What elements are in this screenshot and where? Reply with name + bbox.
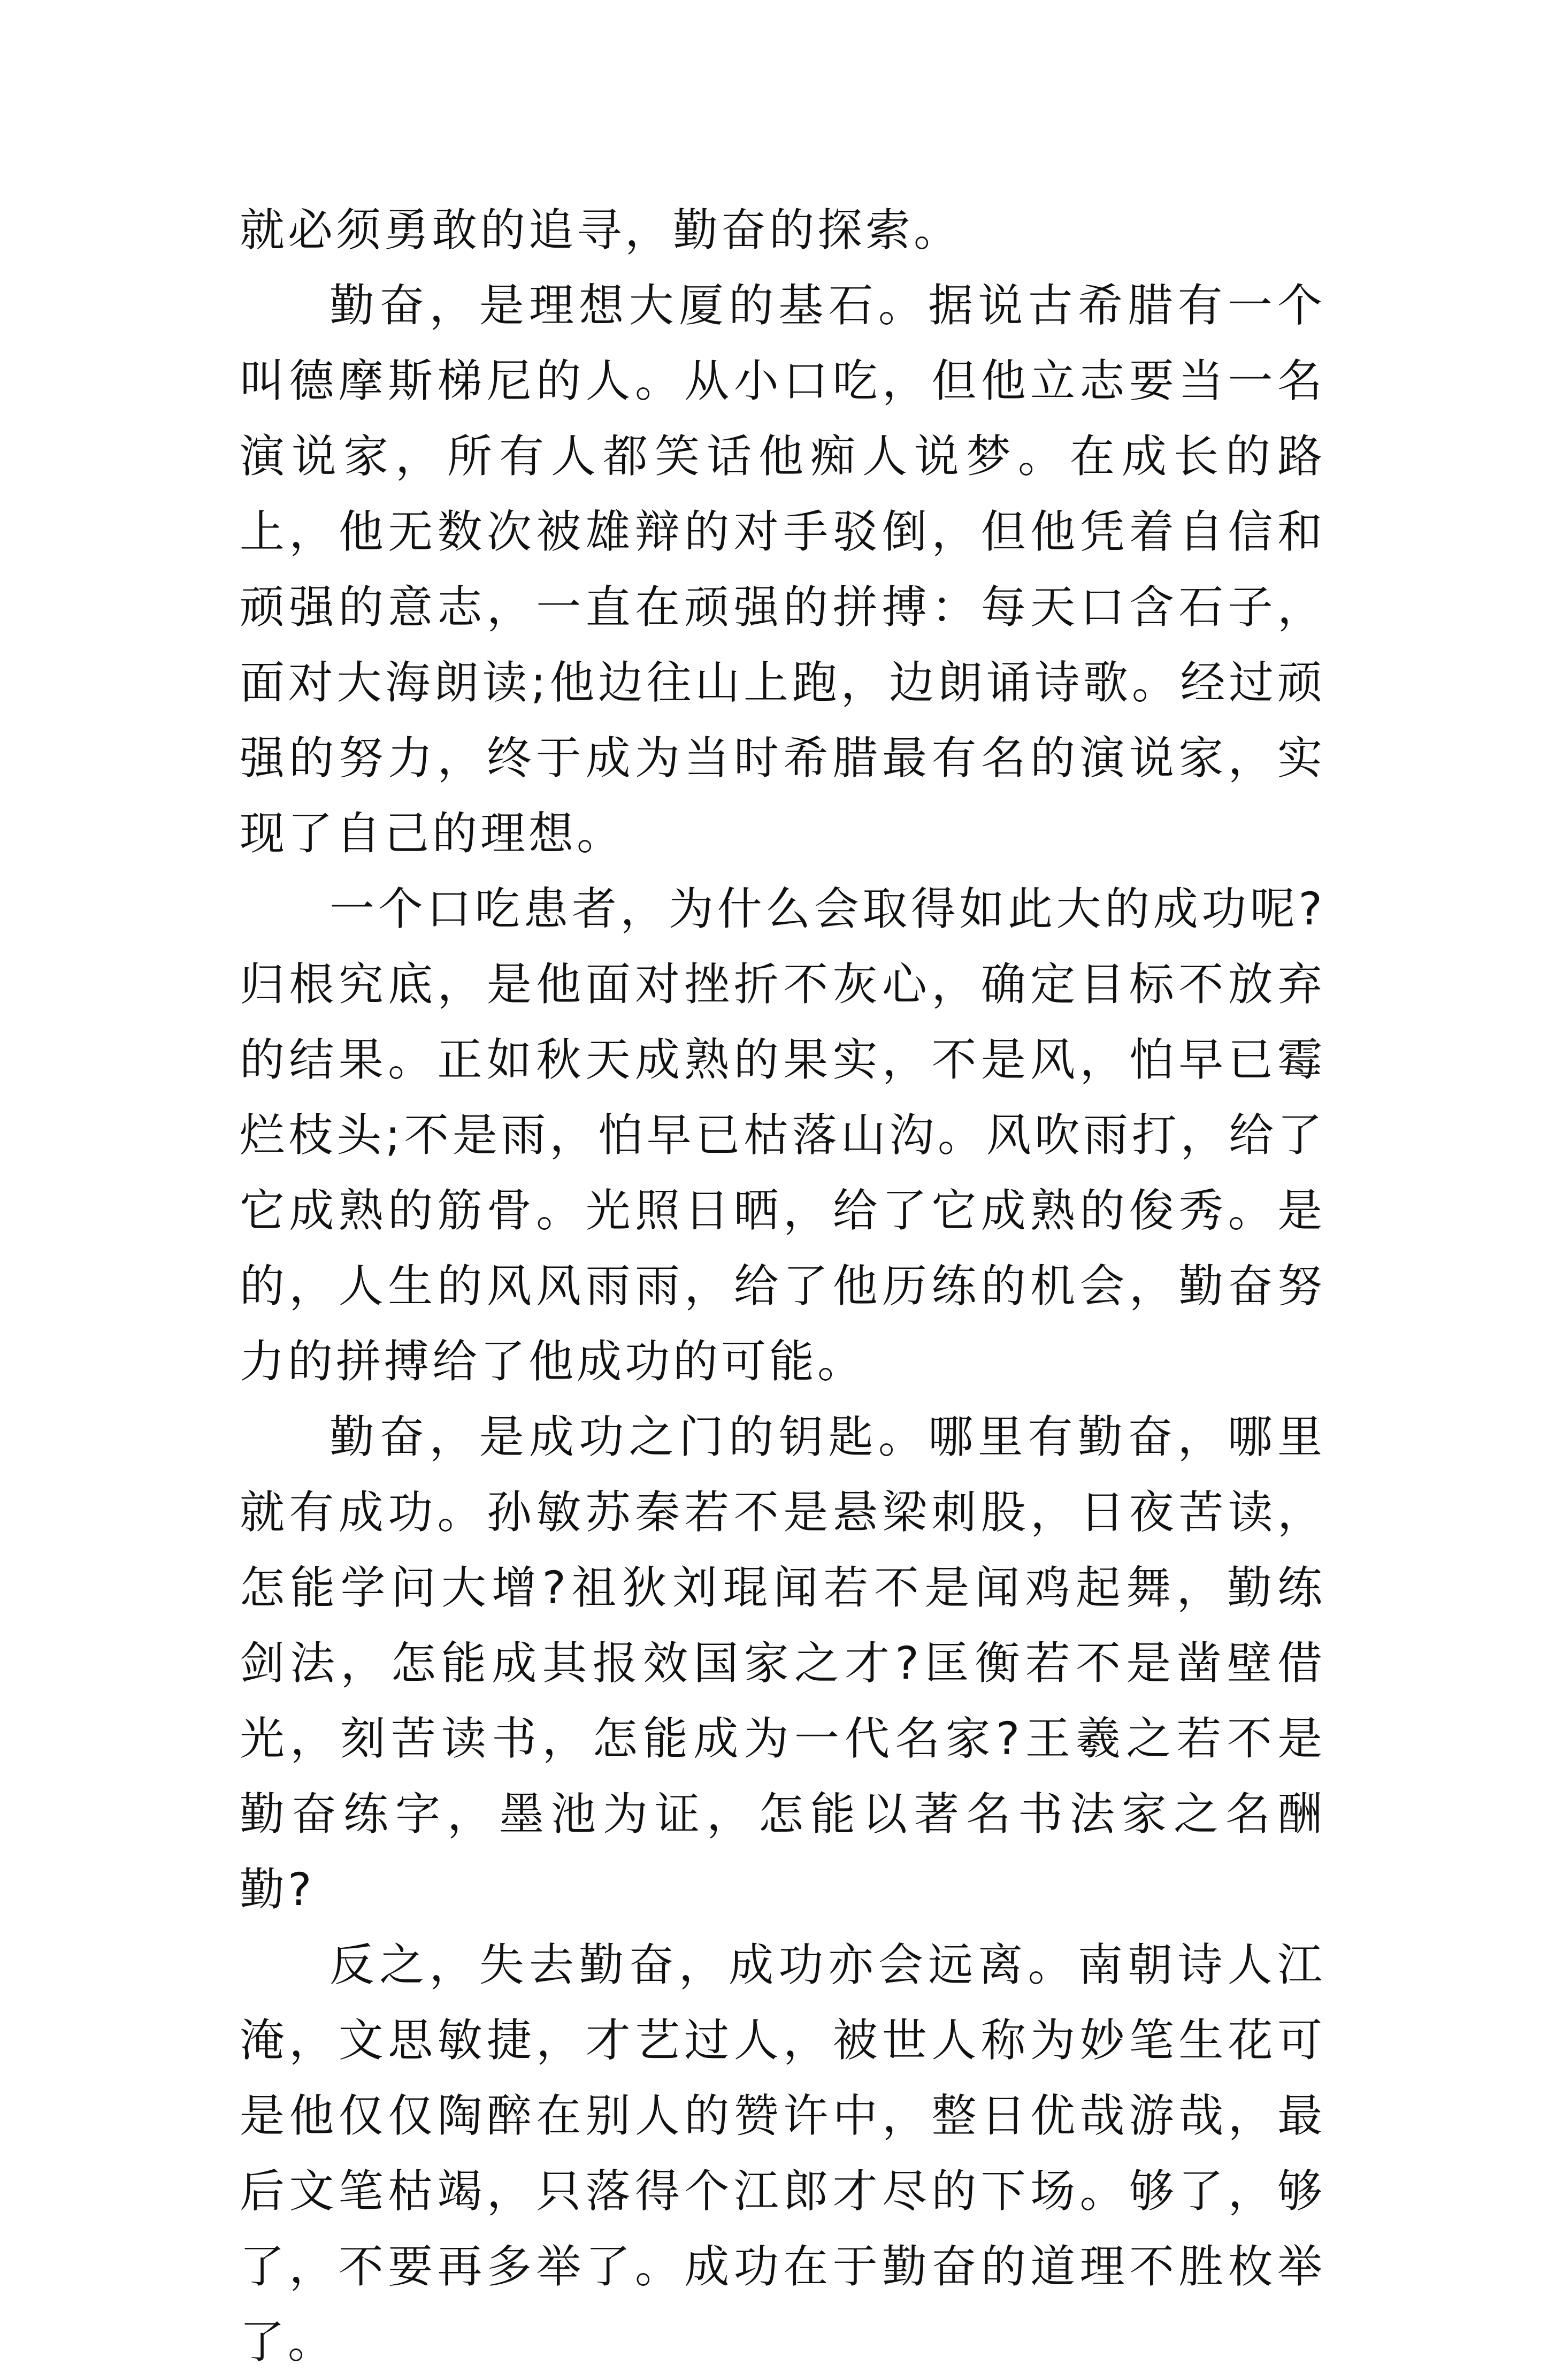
paragraph-2: 勤奋，是理想大厦的基石。据说古希腊有一个叫德摩斯梯尼的人。从小口吃，但他立志要当一名演说家，所有人都笑话他痴人说梦。在成长的路上，他无数次被雄辩的对手驳倒，但他凭着自信和顽强的意志，一直在顽强的拼搏：每天口含石子，面对大海朗读;他边往山上跑，边朗诵诗歌。经过顽强的努力，终于成为当时希腊最有名的演说家，实现了自己的理想。 <box>240 279 1325 860</box>
paragraph-4: 勤奋，是成功之门的钥匙。哪里有勤奋，哪里就有成功。孙敏苏秦若不是悬梁刺股，日夜苦读，怎能学问大增?祖狄刘琨闻若不是闻鸡起舞，勤练剑法，怎能成其报效国家之才?匡衡若不是凿壁借光，刻苦读书，怎能成为一代名家?王羲之若不是勤奋练字，墨池为证，怎能以著名书法家之名酬勤? <box>240 1411 1325 1916</box>
paragraph-1: 就必须勇敢的追寻，勤奋的探索。 <box>240 204 962 256</box>
document-body <box>240 193 1325 2380</box>
paragraph-5: 反之，失去勤奋，成功亦会远离。南朝诗人江淹，文思敏捷，才艺过人，被世人称为妙笔生花可是他仅仅陶醉在别人的赞许中，整日优哉游哉，最后文笔枯竭，只落得个江郎才尽的下场。够了，够了，不要再多举了。成功在于勤奋的道理不胜枚举了。 <box>240 1939 1325 2368</box>
paragraph-3: 一个口吃患者，为什么会取得如此大的成功呢?归根究底，是他面对挫折不灰心，确定目标不放弃的结果。正如秋天成熟的果实，不是风，怕早已霉烂枝头;不是雨，怕早已枯落山沟。风吹雨打，给了它成熟的筋骨。光照日晒，给了它成熟的俊秀。是的，人生的风风雨雨，给了他历练的机会，勤奋努力的拼搏给了他成功的可能。 <box>240 883 1325 1388</box>
